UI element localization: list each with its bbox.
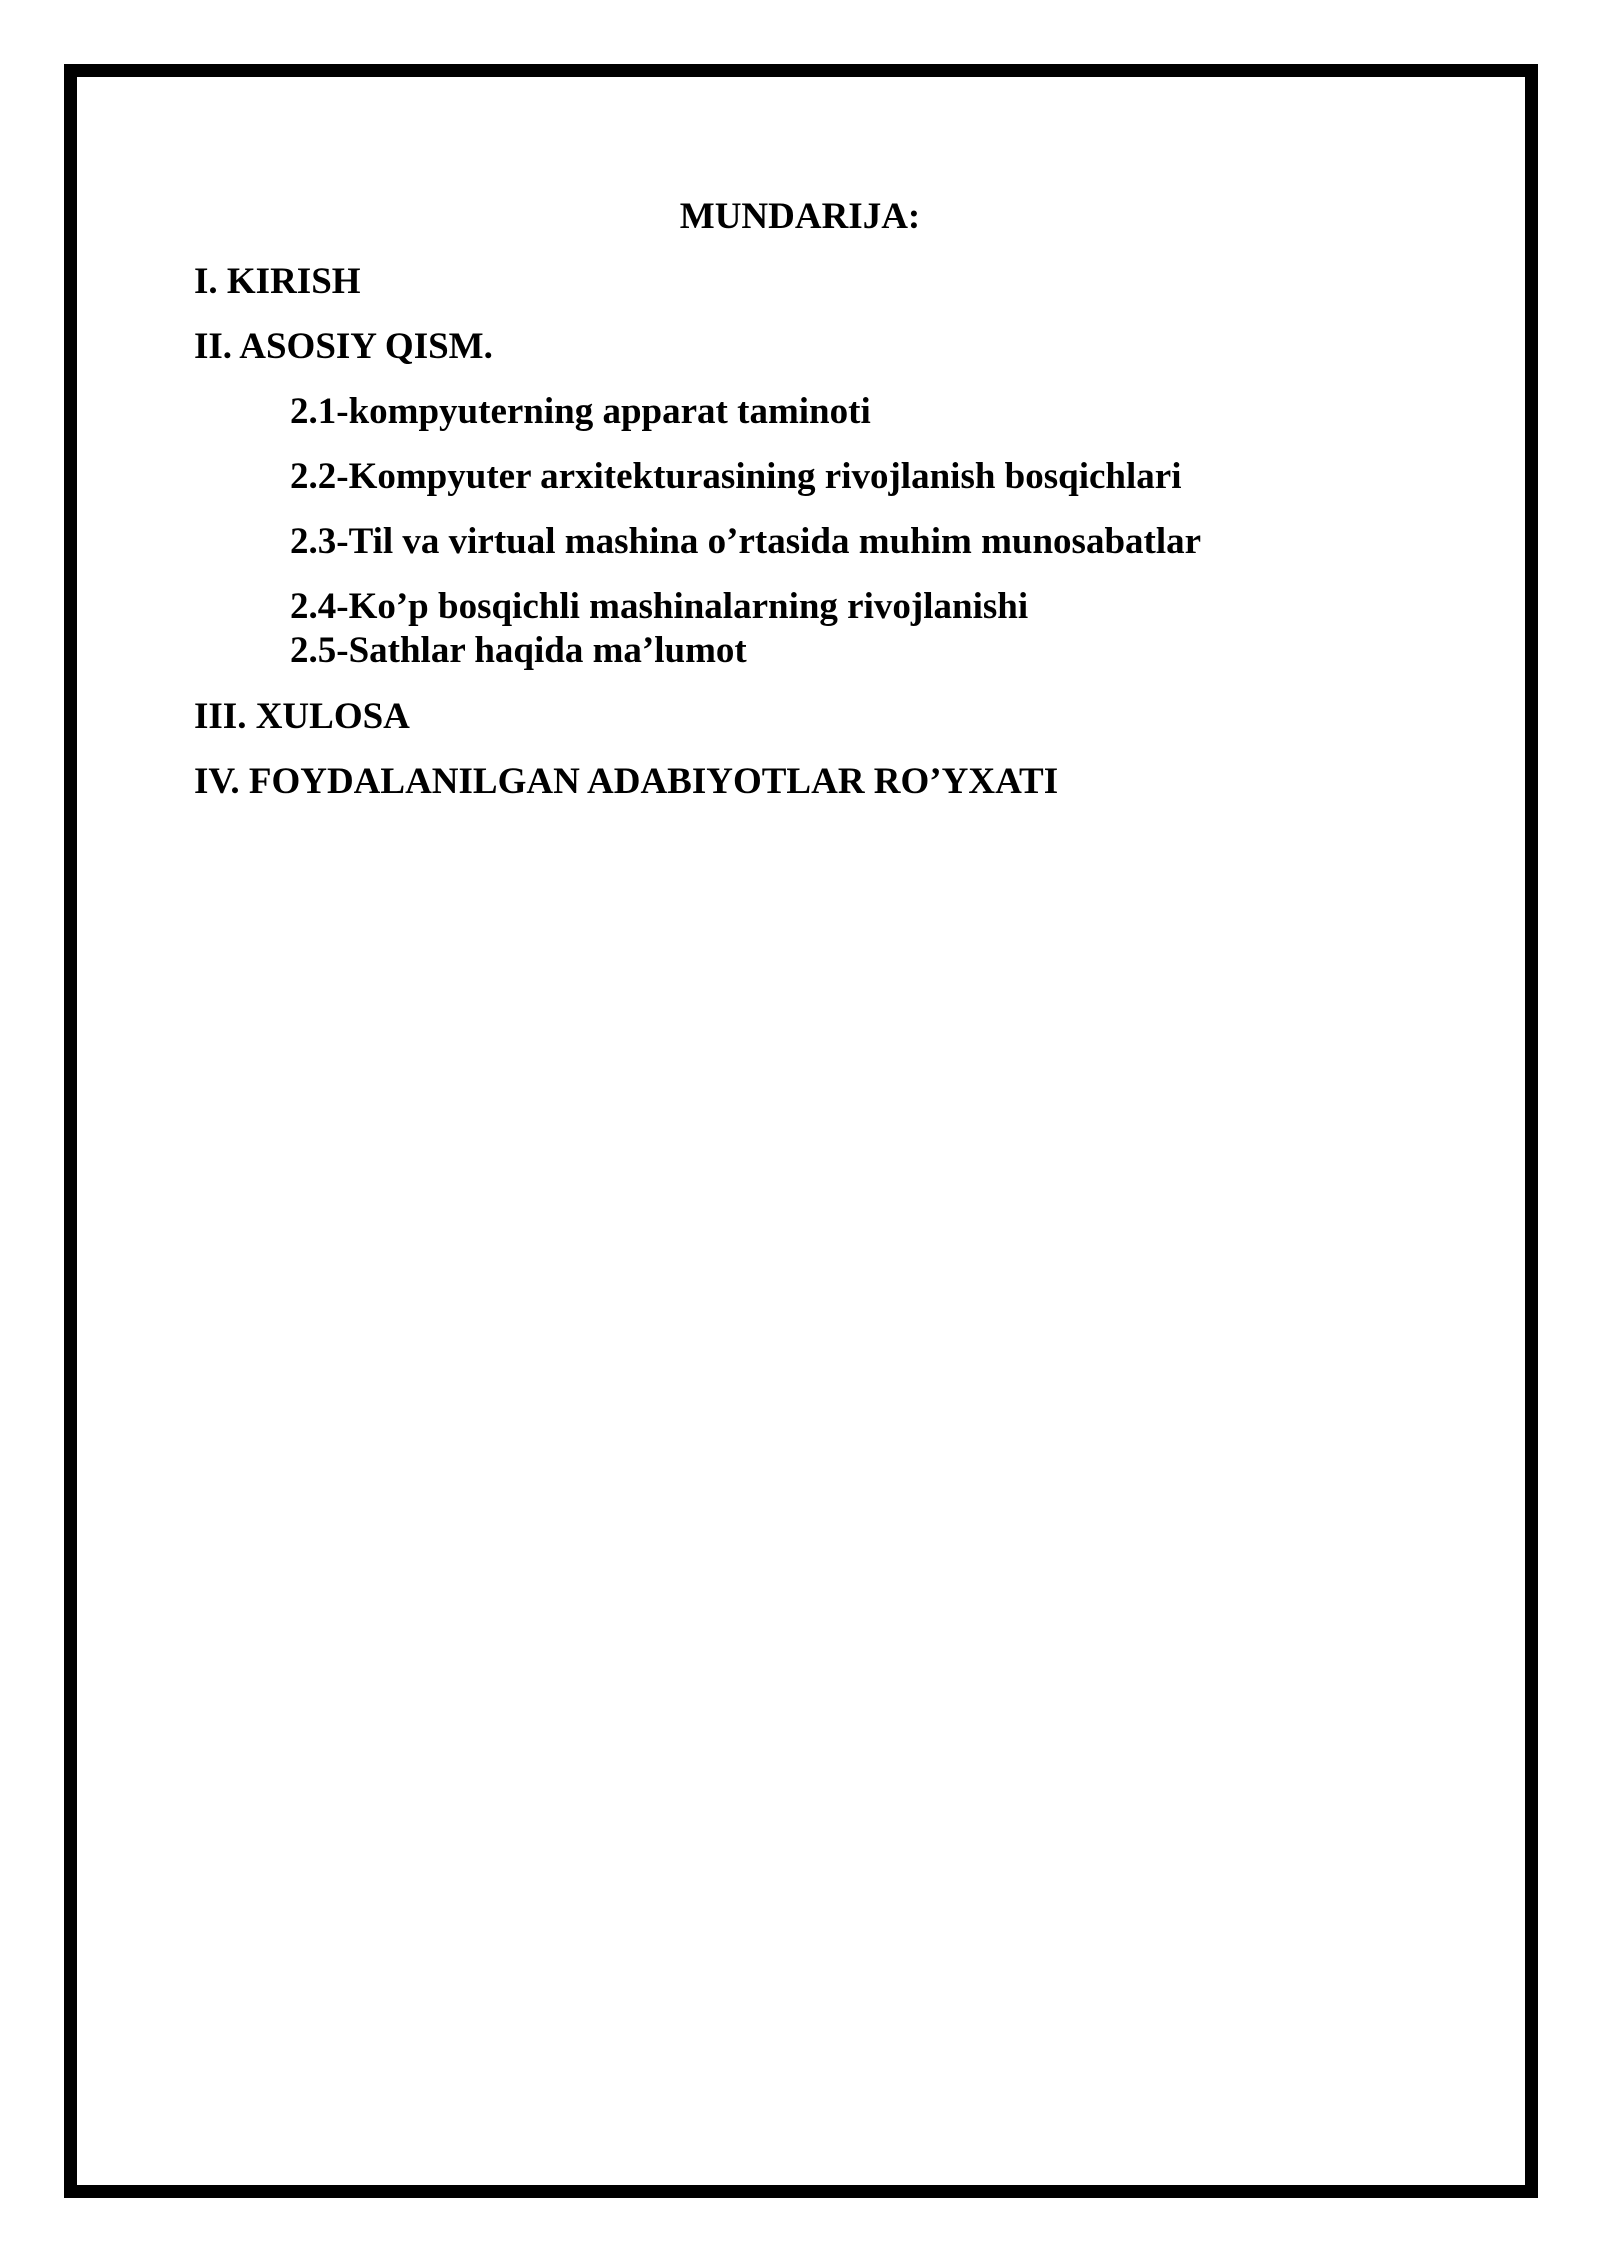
toc-title: MUNDARIJA: xyxy=(679,196,921,237)
toc-entry-kirish: I. KIRISH xyxy=(194,261,361,302)
toc-entry-asosiy-qism: II. ASOSIY QISM. xyxy=(194,326,493,367)
toc-entry-2-3: 2.3-Til va virtual mashina o’rtasida muhim munosabatlar xyxy=(290,521,1202,562)
toc-entry-2-4: 2.4-Ko’p bosqichli mashinalarning rivojlanishi xyxy=(290,586,1029,627)
toc-entry-xulosa: III. XULOSA xyxy=(194,696,410,737)
toc-entry-2-5: 2.5-Sathlar haqida ma’lumot xyxy=(290,630,747,671)
toc-entry-2-2: 2.2-Kompyuter arxitekturasining rivojlanish bosqichlari xyxy=(290,456,1182,497)
toc-entry-2-1: 2.1-kompyuterning apparat taminoti xyxy=(290,391,871,432)
toc-entry-adabiyotlar: IV. FOYDALANILGAN ADABIYOTLAR RO’YXATI xyxy=(194,761,1059,802)
